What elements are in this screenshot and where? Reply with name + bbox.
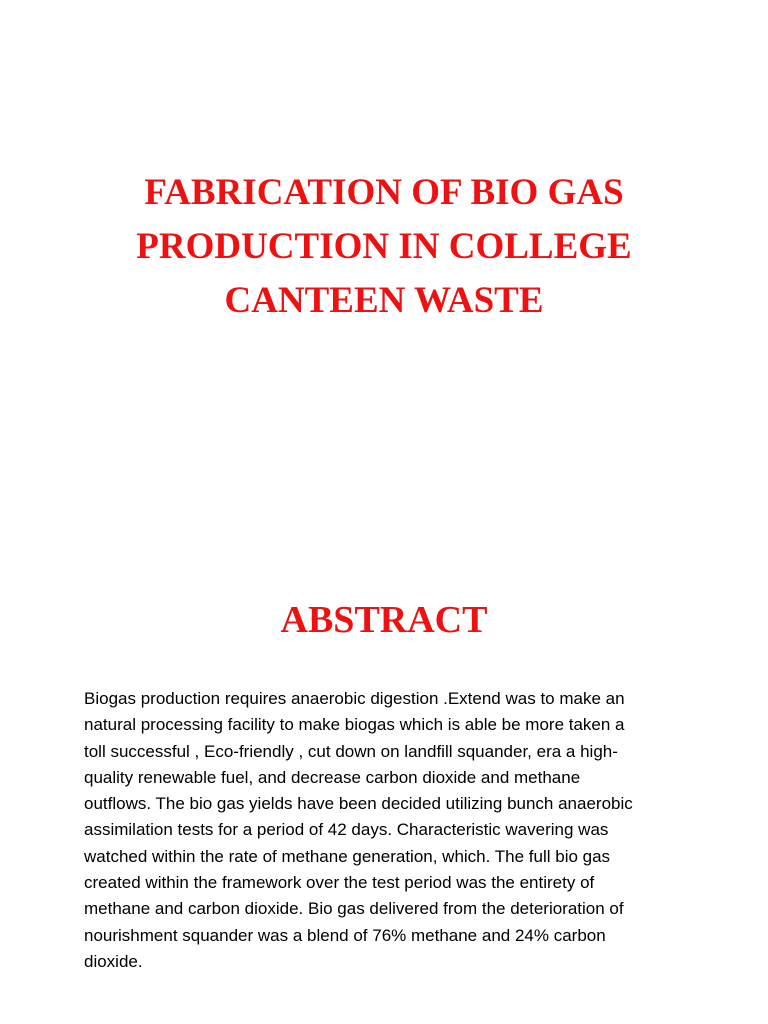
abstract-line: toll successful , Eco-friendly , cut down on landfill squander, era a high- (84, 741, 618, 761)
abstract-line: nourishment squander was a blend of 76% methane and 24% carbon (84, 925, 606, 945)
abstract-body (84, 686, 744, 975)
title-line-1: FABRICATION OF BIO GAS (144, 172, 624, 213)
abstract-line: assimilation tests for a period of 42 days. Characteristic wavering was (84, 820, 609, 840)
abstract-line: dioxide. (84, 951, 143, 971)
abstract-line: methane and carbon dioxide. Bio gas delivered from the deterioration of (84, 899, 624, 919)
document-title (60, 166, 708, 328)
abstract-line: Biogas production requires anaerobic digestion .Extend was to make an (84, 689, 625, 708)
title-line-2: PRODUCTION IN COLLEGE (136, 226, 632, 267)
abstract-line: quality renewable fuel, and decrease carbon dioxide and methane (84, 767, 581, 787)
abstract-line: outflows. The bio gas yields have been decided utilizing bunch anaerobic (84, 794, 633, 814)
abstract-line: watched within the rate of methane generation, which. The full bio gas (84, 846, 611, 866)
title-line-3: CANTEEN WASTE (224, 280, 544, 321)
abstract-heading: ABSTRACT (280, 599, 488, 641)
abstract-line: created within the framework over the test period was the entirety of (84, 873, 595, 893)
abstract-line: natural processing facility to make biogas which is able be more taken a (84, 715, 625, 735)
